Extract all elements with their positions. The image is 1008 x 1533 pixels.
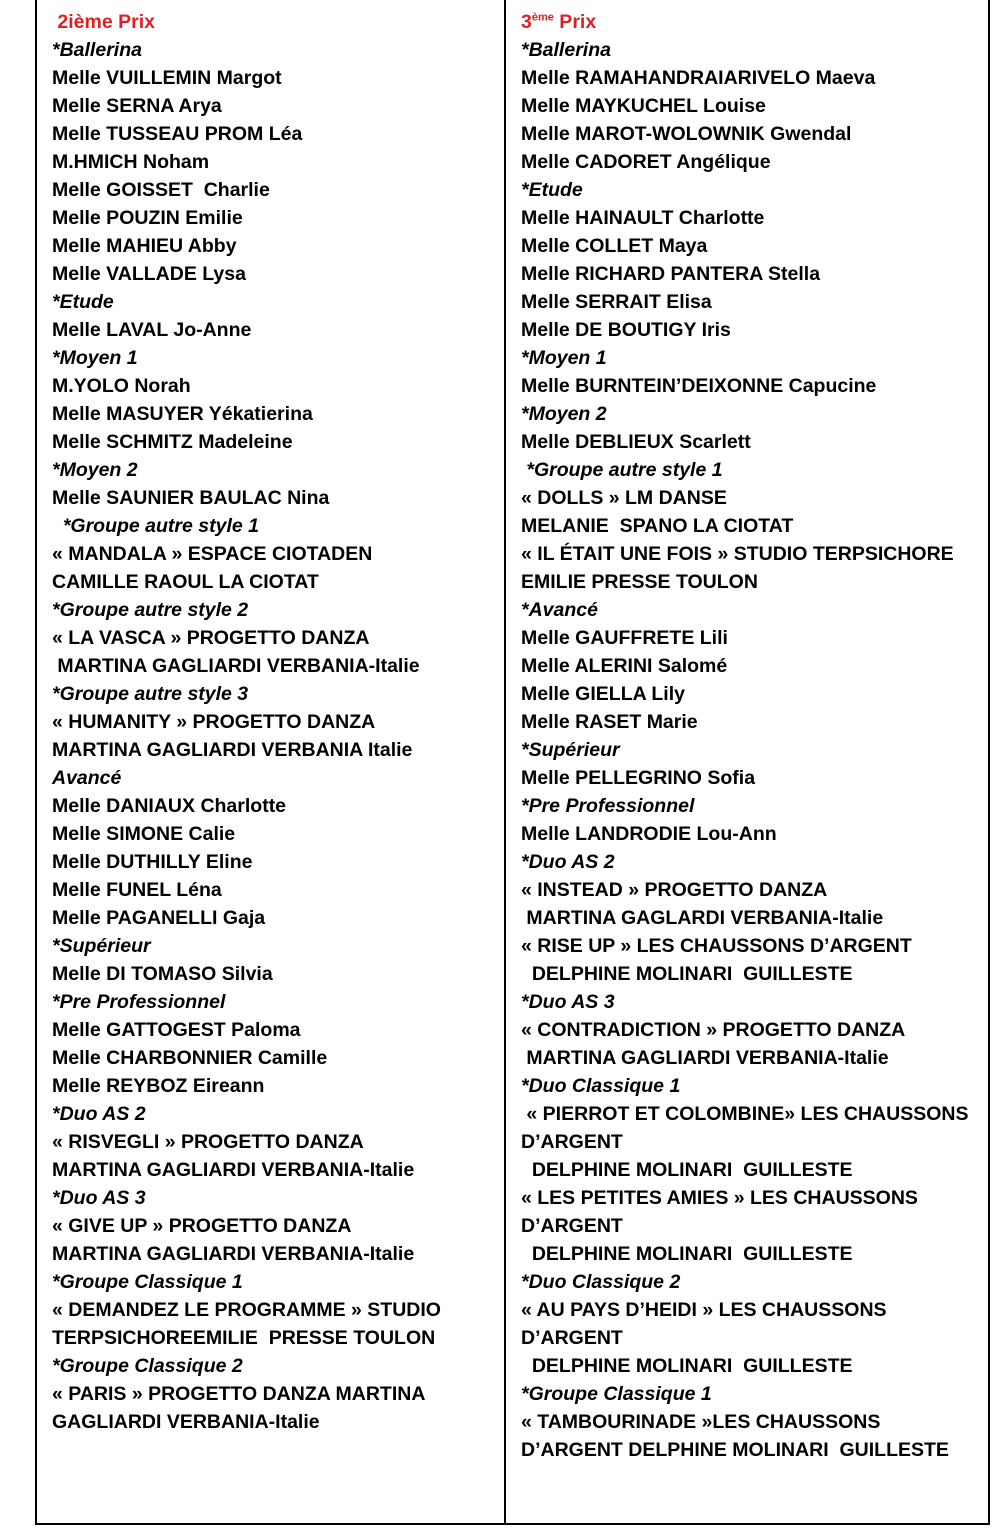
category-heading: *Etude: [52, 291, 114, 313]
entry-line: MELANIE SPANO LA CIOTAT: [521, 515, 794, 537]
entry-line: Melle MASUYER Yékatierina: [52, 403, 313, 425]
category-heading: *Moyen 1: [52, 347, 138, 369]
entry-line: D’ARGENT: [521, 1215, 623, 1237]
second-prize-column: [52, 8, 502, 1436]
entry-line: Melle REYBOZ Eireann: [52, 1075, 265, 1097]
entry-line: Melle POUZIN Emilie: [52, 207, 243, 229]
entry-line: « RISVEGLI » PROGETTO DANZA: [52, 1131, 364, 1153]
category-heading: *Supérieur: [52, 935, 151, 957]
entry-line: Melle DE BOUTIGY Iris: [521, 319, 731, 341]
category-heading: *Ballerina: [52, 39, 142, 61]
entry-line: EMILIE PRESSE TOULON: [521, 571, 758, 593]
entry-line: Melle VALLADE Lysa: [52, 263, 246, 285]
category-heading: *Groupe autre style 3: [52, 683, 249, 705]
prize-table: [35, 0, 990, 1525]
category-heading: *Groupe Classique 1: [52, 1271, 243, 1293]
entry-line: D’ARGENT: [521, 1131, 623, 1153]
entry-line: GAGLIARDI VERBANIA-Italie: [52, 1411, 320, 1433]
entry-line: « IL ÉTAIT UNE FOIS » STUDIO TERPSICHORE: [521, 543, 954, 565]
entry-line: Melle RAMAHANDRAIARIVELO Maeva: [521, 67, 876, 89]
category-heading: *Duo AS 3: [521, 991, 615, 1013]
entry-line: CAMILLE RAOUL LA CIOTAT: [52, 571, 319, 593]
category-heading: *Ballerina: [521, 39, 611, 61]
entry-line: MARTINA GAGLARDI VERBANIA-Italie: [521, 907, 884, 929]
entry-line: Melle HAINAULT Charlotte: [521, 207, 765, 229]
category-heading: *Duo Classique 1: [521, 1075, 681, 1097]
category-heading: *Etude: [521, 179, 583, 201]
entry-line: Melle ALERINI Salomé: [521, 655, 728, 677]
category-heading: *Pre Professionnel: [521, 795, 695, 817]
entry-line: Melle MAYKUCHEL Louise: [521, 95, 766, 117]
category-heading: *Moyen 2: [521, 403, 607, 425]
entry-line: « RISE UP » LES CHAUSSONS D’ARGENT: [521, 935, 912, 957]
category-heading: *Groupe autre style 1: [521, 459, 723, 481]
entry-line: Melle DANIAUX Charlotte: [52, 795, 287, 817]
entry-line: Melle SIMONE Calie: [52, 823, 236, 845]
entry-line: Melle GAUFFRETE Lili: [521, 627, 728, 649]
heading-number: 3: [521, 11, 532, 33]
entry-line: Melle LAVAL Jo-Anne: [52, 319, 252, 341]
entry-line: « DEMANDEZ LE PROGRAMME » STUDIO: [52, 1299, 441, 1321]
entry-line: « TAMBOURINADE »LES CHAUSSONS: [521, 1411, 881, 1433]
category-heading: *Duo AS 2: [52, 1103, 146, 1125]
heading-word: Prix: [553, 11, 597, 33]
entry-line: « PARIS » PROGETTO DANZA MARTINA: [52, 1383, 426, 1405]
heading-superscript: ème: [531, 11, 554, 24]
entry-line: Melle TUSSEAU PROM Léa: [52, 123, 303, 145]
category-heading: *Supérieur: [521, 739, 620, 761]
category-heading: *Moyen 2: [52, 459, 138, 481]
entry-line: Melle RICHARD PANTERA Stella: [521, 263, 821, 285]
entry-line: Melle PAGANELLI Gaja: [52, 907, 266, 929]
category-heading: *Groupe autre style 2: [52, 599, 249, 621]
category-heading: *Groupe Classique 1: [521, 1383, 712, 1405]
entry-line: Melle DUTHILLY Eline: [52, 851, 253, 873]
entry-line: Melle SCHMITZ Madeleine: [52, 431, 293, 453]
entry-line: Melle BURNTEIN’DEIXONNE Capucine: [521, 375, 877, 397]
entry-line: DELPHINE MOLINARI GUILLESTE: [521, 963, 853, 985]
entry-line: Melle GATTOGEST Paloma: [52, 1019, 301, 1041]
column-divider: [504, 0, 506, 1523]
entry-line: Melle CHARBONNIER Camille: [52, 1047, 328, 1069]
entry-line: Melle MAROT-WOLOWNIK Gwendal: [521, 123, 852, 145]
entry-line: Melle DEBLIEUX Scarlett: [521, 431, 751, 453]
entry-line: M.YOLO Norah: [52, 375, 191, 397]
entry-line: Melle FUNEL Léna: [52, 879, 222, 901]
entry-line: « INSTEAD » PROGETTO DANZA: [521, 879, 828, 901]
entry-line: MARTINA GAGLIARDI VERBANIA-Italie: [52, 655, 420, 677]
entry-line: TERPSICHOREEMILIE PRESSE TOULON: [52, 1327, 436, 1349]
entry-line: MARTINA GAGLIARDI VERBANIA-Italie: [52, 1243, 415, 1265]
entry-line: MARTINA GAGLIARDI VERBANIA-Italie: [52, 1159, 415, 1181]
entry-line: « CONTRADICTION » PROGETTO DANZA: [521, 1019, 906, 1041]
entry-line: « DOLLS » LM DANSE: [521, 487, 727, 509]
entry-line: « AU PAYS D’HEIDI » LES CHAUSSONS: [521, 1299, 887, 1321]
entry-line: D’ARGENT: [521, 1327, 623, 1349]
category-heading: *Groupe Classique 2: [52, 1355, 243, 1377]
entry-line: Melle SAUNIER BAULAC Nina: [52, 487, 330, 509]
entry-line: DELPHINE MOLINARI GUILLESTE: [521, 1355, 853, 1377]
third-prize-column: [521, 8, 991, 1464]
category-heading: *Duo Classique 2: [521, 1271, 681, 1293]
entry-line: « HUMANITY » PROGETTO DANZA: [52, 711, 376, 733]
category-heading: *Pre Professionnel: [52, 991, 226, 1013]
entry-line: Melle SERRAIT Elisa: [521, 291, 712, 313]
entry-line: DELPHINE MOLINARI GUILLESTE: [521, 1159, 853, 1181]
entry-line: Melle LANDRODIE Lou-Ann: [521, 823, 777, 845]
entry-line: « PIERROT ET COLOMBINE» LES CHAUSSONS: [521, 1103, 969, 1125]
entry-line: Melle DI TOMASO Silvia: [52, 963, 273, 985]
second-prize-heading: 2ième Prix: [52, 11, 155, 33]
entry-line: « LA VASCA » PROGETTO DANZA: [52, 627, 370, 649]
category-heading: *Duo AS 2: [521, 851, 615, 873]
entry-line: Melle COLLET Maya: [521, 235, 708, 257]
category-heading: *Groupe autre style 1: [52, 515, 259, 537]
entry-line: DELPHINE MOLINARI GUILLESTE: [521, 1243, 853, 1265]
category-heading: Avancé: [52, 767, 122, 789]
category-heading: *Duo AS 3: [52, 1187, 146, 1209]
entry-line: Melle MAHIEU Abby: [52, 235, 237, 257]
entry-line: M.HMICH Noham: [52, 151, 210, 173]
entry-line: Melle SERNA Arya: [52, 95, 222, 117]
entry-line: MARTINA GAGLIARDI VERBANIA Italie: [52, 739, 413, 761]
entry-line: Melle PELLEGRINO Sofia: [521, 767, 756, 789]
entry-line: MARTINA GAGLIARDI VERBANIA-Italie: [521, 1047, 889, 1069]
entry-line: Melle VUILLEMIN Margot: [52, 67, 282, 89]
entry-line: Melle GOISSET Charlie: [52, 179, 270, 201]
entry-line: D’ARGENT DELPHINE MOLINARI GUILLESTE: [521, 1439, 949, 1461]
entry-line: « GIVE UP » PROGETTO DANZA: [52, 1215, 352, 1237]
entry-line: « MANDALA » ESPACE CIOTADEN: [52, 543, 373, 565]
third-prize-heading: [521, 8, 991, 36]
entry-line: Melle CADORET Angélique: [521, 151, 771, 173]
category-heading: *Moyen 1: [521, 347, 607, 369]
category-heading: *Avancé: [521, 599, 598, 621]
entry-line: Melle GIELLA Lily: [521, 683, 685, 705]
entry-line: Melle RASET Marie: [521, 711, 698, 733]
entry-line: « LES PETITES AMIES » LES CHAUSSONS: [521, 1187, 918, 1209]
